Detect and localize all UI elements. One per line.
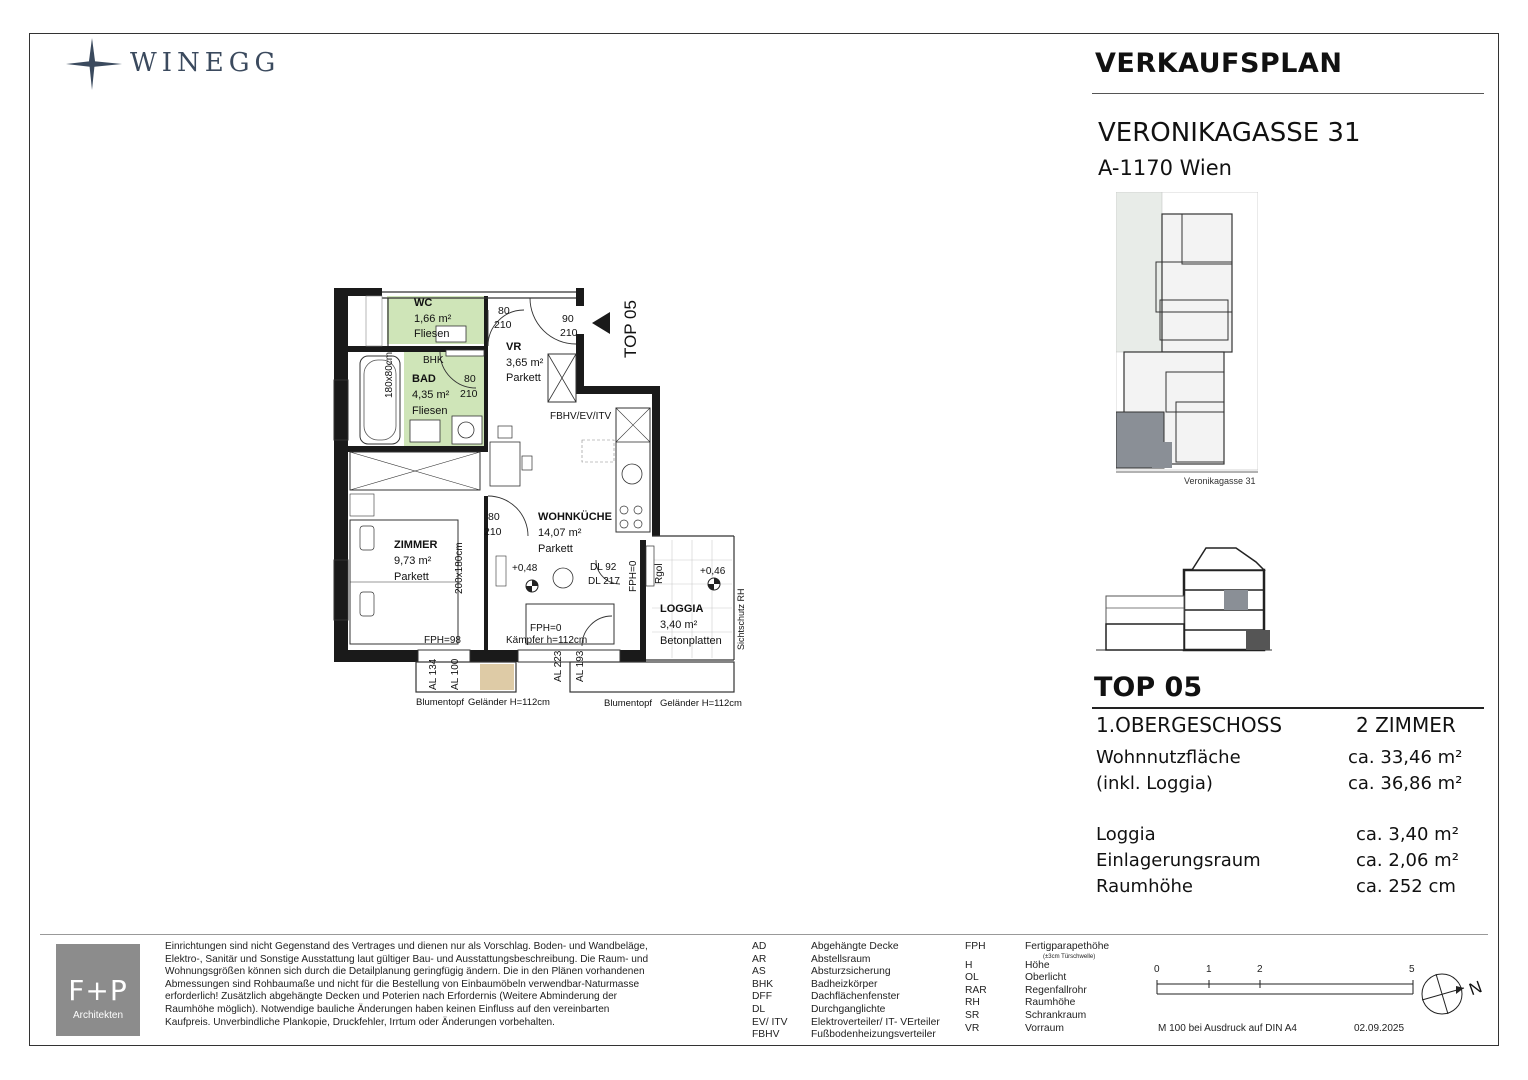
door-width: 80 (498, 305, 510, 317)
detail-label: Einlagerungsraum (1096, 850, 1261, 871)
legend-text: Elektroverteiler/ IT- VErteiler (811, 1016, 940, 1028)
bhk-label: BHK (423, 355, 444, 366)
legend-abbr: DFF (752, 991, 773, 1003)
fph-note: (±3cm Türschwelle) (1043, 953, 1096, 960)
sichtschutz-label: Sichtschutz RH (736, 588, 746, 650)
company-logo: WINEGG (130, 48, 281, 78)
legend-text: Oberlicht (1025, 972, 1067, 984)
site-plan (1116, 192, 1258, 488)
architect-logo-text: F+P (68, 974, 128, 1007)
detail-label: Raumhöhe (1096, 876, 1193, 897)
detail-label: Wohnnutzfläche (1096, 747, 1241, 768)
north-label: N (1466, 977, 1485, 1000)
floor-plan (320, 280, 780, 710)
level-label: +0,48 (512, 563, 538, 574)
unit-divider (1092, 707, 1484, 709)
legend-text: Abgehängte Decke (811, 941, 899, 952)
scale-bar (1150, 978, 1420, 1000)
al-label: AL 193 (575, 650, 586, 682)
door-width: 80 (464, 373, 476, 385)
blumentopf-label: Blumentopf (604, 698, 653, 709)
detail-value: ca. 33,46 m² (1348, 747, 1463, 768)
door-width: 80 (488, 511, 500, 523)
room-area-loggia: 3,40 m² (660, 619, 698, 631)
scale-text: M 100 bei Ausdruck auf DIN A4 (1158, 1023, 1297, 1034)
fbhv-label: FBHV/EV/ITV (550, 411, 612, 422)
legend-text: Durchganglichte (811, 1003, 886, 1015)
legend-text: Regenfallrohr (1025, 984, 1087, 996)
al-label: AL 100 (450, 658, 461, 690)
rgol-label: Rgol (654, 563, 665, 584)
level-marker-icon (708, 578, 720, 590)
scale-tick-label: 5 (1409, 964, 1415, 975)
fph-label: FPH=0 (628, 560, 639, 592)
legend-text: Dachflächenfenster (811, 991, 900, 1003)
architect-logo-sub: Architekten (72, 1010, 124, 1021)
legend-text-left (811, 941, 940, 1042)
legend-text: Abstellsraum (811, 953, 871, 965)
al-label: AL 134 (428, 658, 439, 690)
legend-abbr: BHK (752, 978, 774, 990)
legend-abbr: SR (965, 1009, 980, 1021)
level-label: +0,46 (700, 566, 726, 577)
room-name-zimmer: ZIMMER (394, 539, 438, 551)
legend-abbr: FBHV (752, 1029, 780, 1041)
legend-abbr: EV/ ITV (752, 1016, 788, 1028)
al-label: AL 223 (553, 650, 564, 682)
level-marker-icon (526, 580, 538, 592)
legend-text: Raumhöhe (1025, 997, 1076, 1009)
legend-text: Badheizkörper (811, 978, 878, 990)
door-height: 210 (560, 327, 578, 339)
legend-abbr: OL (965, 972, 979, 984)
bed-size: 200x180cm (454, 542, 465, 594)
kaempfer-label: Kämpfer h=112cm (506, 635, 588, 646)
legend-text: Schrankraum (1025, 1009, 1087, 1021)
footer-divider (40, 934, 1488, 935)
section-drawing (1096, 538, 1272, 658)
legend-abbr: H (965, 959, 973, 971)
legend-abbr: AS (752, 966, 766, 978)
room-area-bad: 4,35 m² (412, 389, 450, 401)
room-floor-vr: Parkett (506, 372, 541, 384)
door-height: 210 (494, 319, 512, 331)
plan-date: 02.09.2025 (1354, 1023, 1405, 1034)
legend-abbr-right (965, 941, 987, 1035)
room-name-loggia: LOGGIA (660, 603, 704, 615)
north-arrow-icon (1420, 970, 1492, 1026)
legend-abbr: AR (752, 953, 767, 965)
detail-value: ca. 36,86 m² (1348, 773, 1463, 794)
legend-abbr-left (752, 941, 787, 1042)
winegg-star-icon (62, 36, 126, 92)
room-area-wc: 1,66 m² (414, 313, 452, 325)
room-name-bad: BAD (412, 373, 436, 385)
door-height: 210 (460, 388, 478, 400)
detail-label: Loggia (1096, 824, 1156, 845)
scale-tick-label: 1 (1206, 964, 1212, 975)
unit-floor: 1.OBERGESCHOSS (1096, 713, 1283, 737)
room-floor-wohnkueche: Parkett (538, 543, 573, 555)
site-street-label: Veronikagasse 31 (1184, 476, 1256, 486)
fph-label: FPH=0 (530, 623, 562, 634)
dl-label: DL 92 (590, 562, 617, 573)
room-name-vr: VR (506, 341, 522, 353)
room-name-wohnkueche: WOHNKÜCHE (538, 511, 612, 523)
legend-abbr: FPH (965, 941, 986, 952)
legend-text: Absturzsicherung (811, 966, 891, 978)
blumentopf-label: Blumentopf (416, 697, 465, 708)
gelaender-label: Geländer H=112cm (468, 697, 550, 708)
entrance-label: TOP 05 (621, 300, 640, 358)
disclaimer-text: Einrichtungen sind nicht Gegenstand des Vertrages und dienen nur als Vorschlag. Boden- und Wandbeläge, Elektro-, Sanitär und Sonstige Ausstattung laut gültiger Bau- und Ausstattungsbeschreibung. Die Raum- und Wohnungsgrößen können sich durch die Detailplanung geringfügig ändern. Die in den Plänen vorhandenen Abmessungen sind Rohbaumaße und nicht für die Bestellung von Einbaumöbeln verwendbar-Naturmasse erforderlich! Zusätzlich abgehängte Decken und Poterien nach Erfordernis (Weitere Abminderung der Raumhöhe möglich). Notwendige bauliche Änderungen haben keinen Einfluss auf den vereinbarten Kaufpreis. Unverbindliche Plankopie, Druckfehler, Irrtum oder Änderungen vorbehalten. (165, 941, 649, 1028)
room-floor-loggia: Betonplatten (660, 635, 722, 647)
architect-logo (56, 944, 140, 1036)
gelaender-label: Geländer H=112cm (660, 698, 742, 709)
address-city: A-1170 Wien (1098, 156, 1232, 180)
unit-rooms: 2 ZIMMER (1356, 713, 1456, 737)
legend-text: Fertigparapethöhe (1025, 941, 1110, 952)
room-area-wohnkueche: 14,07 m² (538, 527, 582, 539)
legend-text: Vorraum (1025, 1022, 1064, 1034)
title-divider (1092, 93, 1484, 94)
detail-value: ca. 2,06 m² (1356, 850, 1459, 871)
unit-title: TOP 05 (1094, 672, 1203, 703)
legend-text: Fußbodenheizungsverteiler (811, 1029, 936, 1041)
room-floor-bad: Fliesen (412, 405, 448, 417)
legend-text: Höhe (1025, 959, 1050, 971)
legend-abbr: RAR (965, 984, 987, 996)
room-floor-zimmer: Parkett (394, 571, 429, 583)
address-street: VERONIKAGASSE 31 (1098, 118, 1361, 148)
room-floor-wc: Fliesen (414, 328, 450, 340)
legend-abbr: RH (965, 997, 980, 1009)
room-area-vr: 3,65 m² (506, 357, 544, 369)
bathtub-size: 180x80cm (384, 351, 395, 398)
legend-text-right (1025, 941, 1109, 1035)
document-title: VERKAUFSPLAN (1095, 48, 1343, 79)
detail-value: ca. 3,40 m² (1356, 824, 1459, 845)
legend-abbr: AD (752, 941, 767, 952)
detail-value: ca. 252 cm (1356, 876, 1456, 897)
legend-abbr: DL (752, 1003, 766, 1015)
door-height: 210 (484, 526, 502, 538)
detail-label: (inkl. Loggia) (1096, 773, 1213, 794)
fph-label: FPH=98 (424, 635, 461, 646)
entrance-arrow-icon (592, 312, 610, 334)
room-name-wc: WC (414, 297, 433, 309)
legend-abbr: VR (965, 1022, 980, 1034)
scale-tick-label: 2 (1257, 964, 1263, 975)
scale-tick-label: 0 (1154, 964, 1160, 975)
dl-label: DL 217 (588, 576, 620, 587)
door-width: 90 (562, 313, 574, 325)
room-area-zimmer: 9,73 m² (394, 555, 432, 567)
